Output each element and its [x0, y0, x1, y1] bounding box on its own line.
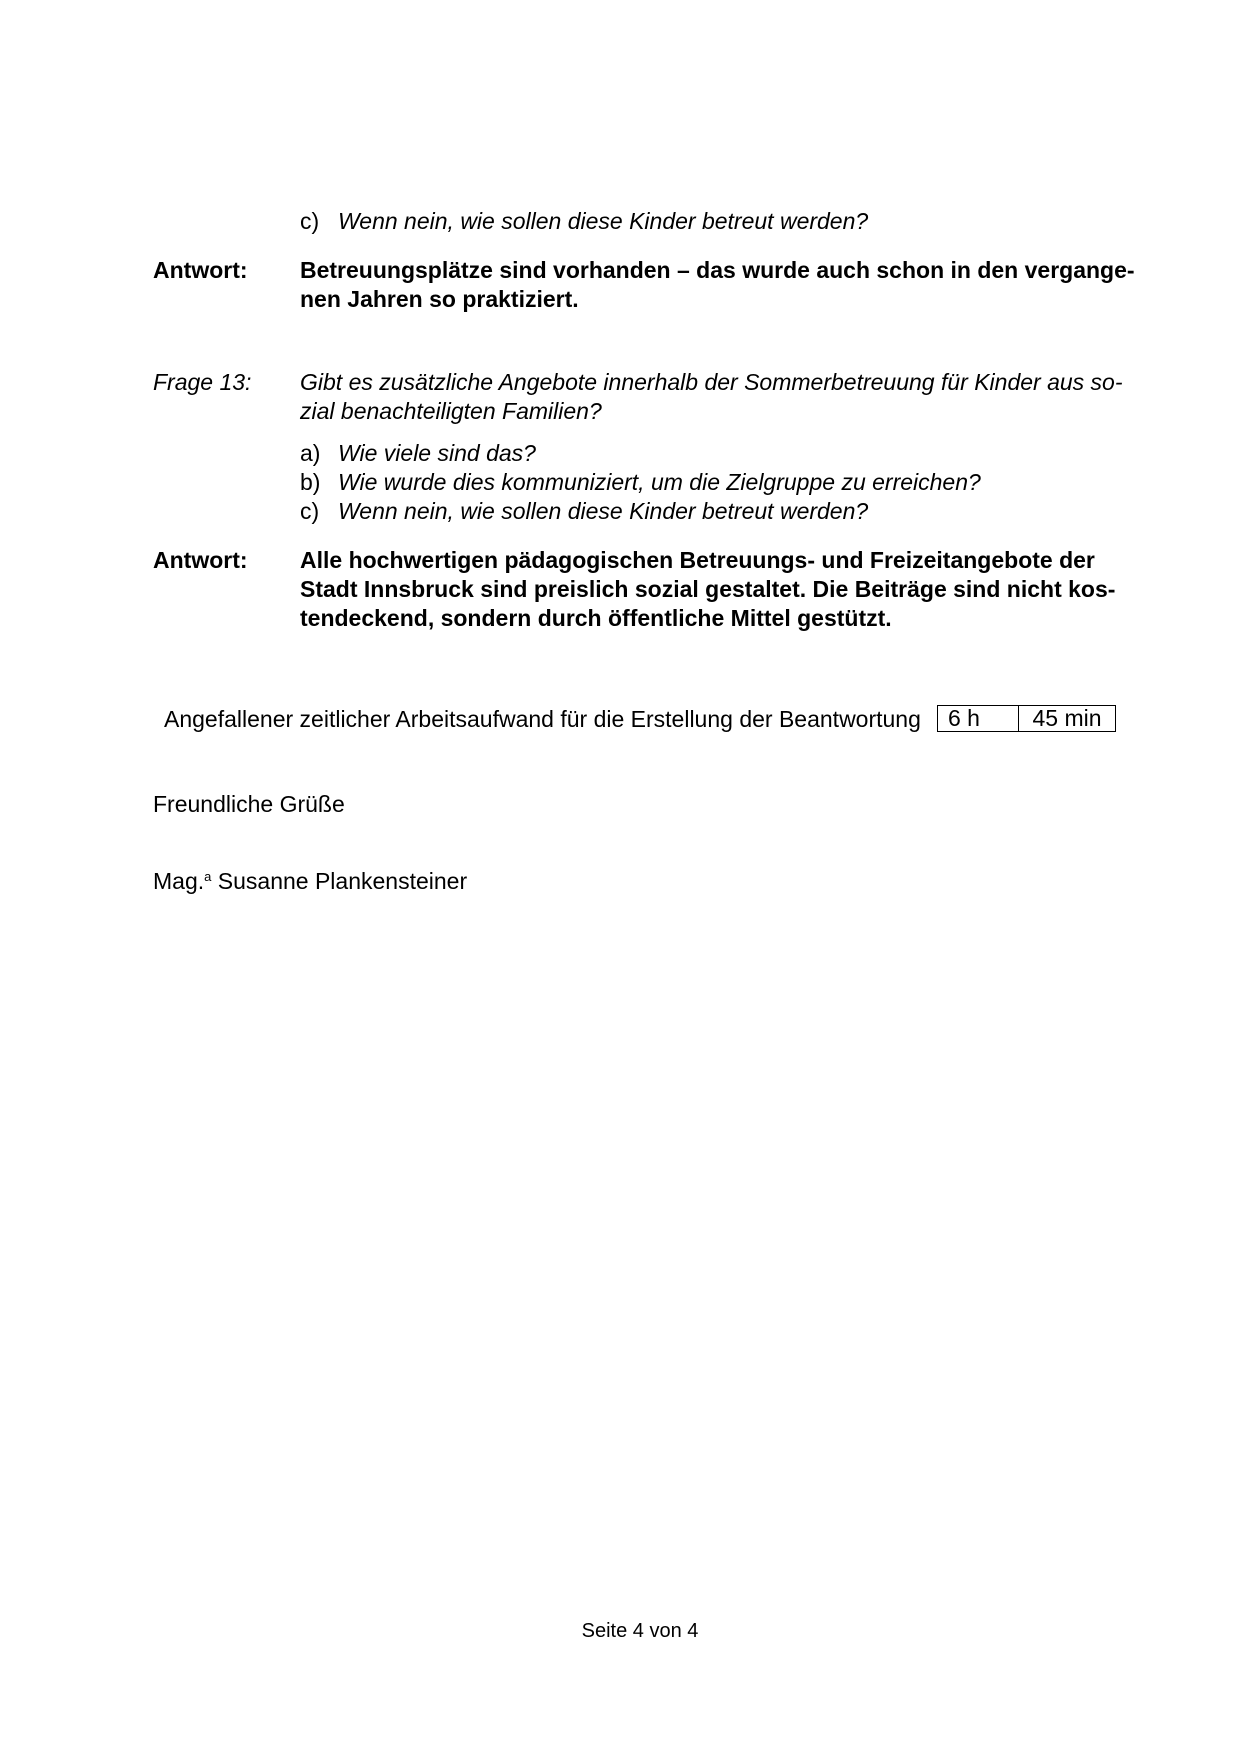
signatory-name: Susanne Plankensteiner — [217, 868, 468, 894]
q13-answer-line-2: Stadt Innsbruck sind preislich sozial gestaltet. Die Beiträge sind nicht kos- — [300, 576, 1116, 602]
effort-minutes: 45 min — [1019, 706, 1116, 732]
effort-hours: 6 h — [938, 706, 1019, 732]
q12-answer — [300, 256, 1135, 314]
q13-sub-c-text: Wenn nein, wie sollen diese Kinder betreut werden? — [338, 498, 869, 524]
page-footer: Seite 4 von 4 — [581, 1620, 699, 1642]
q13-question-line-1: Gibt es zusätzliche Angebote innerhalb der Sommerbetreuung für Kinder aus so- — [300, 369, 1123, 395]
q13-sub-b-marker: b) — [300, 469, 321, 495]
q13-sub-a-marker: a) — [300, 440, 321, 466]
q13-sub-a — [300, 439, 536, 468]
q12-sub-c — [300, 207, 868, 236]
q13-sub-b — [300, 468, 981, 497]
q12-sub-c-text: Wenn nein, wie sollen diese Kinder betreut werden? — [338, 208, 869, 234]
q13-sub-c — [300, 497, 868, 526]
q13-sub-a-text: Wie viele sind das? — [338, 440, 536, 466]
q13-answer-line-1: Alle hochwertigen pädagogischen Betreuungs- und Freizeitangebote der — [300, 547, 1095, 573]
q12-answer-line-2: nen Jahren so praktiziert. — [300, 286, 579, 312]
q12-sub-c-marker: c) — [300, 208, 320, 234]
q13-question — [300, 368, 1135, 426]
effort-table — [937, 705, 1116, 732]
signatory — [153, 862, 467, 896]
q13-sub-c-marker: c) — [300, 498, 320, 524]
q12-answer-label: Antwort: — [153, 257, 248, 283]
q13-label: Frage 13: — [153, 369, 252, 395]
q13-sub-b-text: Wie wurde dies kommuniziert, um die Zielgruppe zu erreichen? — [338, 469, 981, 495]
signatory-prefix: Mag. — [153, 868, 205, 894]
effort-label: Angefallener zeitlicher Arbeitsaufwand für die Erstellung der Beantwortung — [164, 706, 921, 732]
q13-answer — [300, 546, 1135, 633]
signatory-superscript: a — [204, 869, 212, 884]
q12-answer-line-1: Betreuungsplätze sind vorhanden – das wurde auch schon in den vergange- — [300, 257, 1135, 283]
q13-answer-label: Antwort: — [153, 547, 248, 573]
q13-answer-line-3: tendeckend, sondern durch öffentliche Mittel gestützt. — [300, 605, 892, 631]
q13-question-line-2: zial benachteiligten Familien? — [300, 398, 602, 424]
greeting: Freundliche Grüße — [153, 791, 345, 817]
